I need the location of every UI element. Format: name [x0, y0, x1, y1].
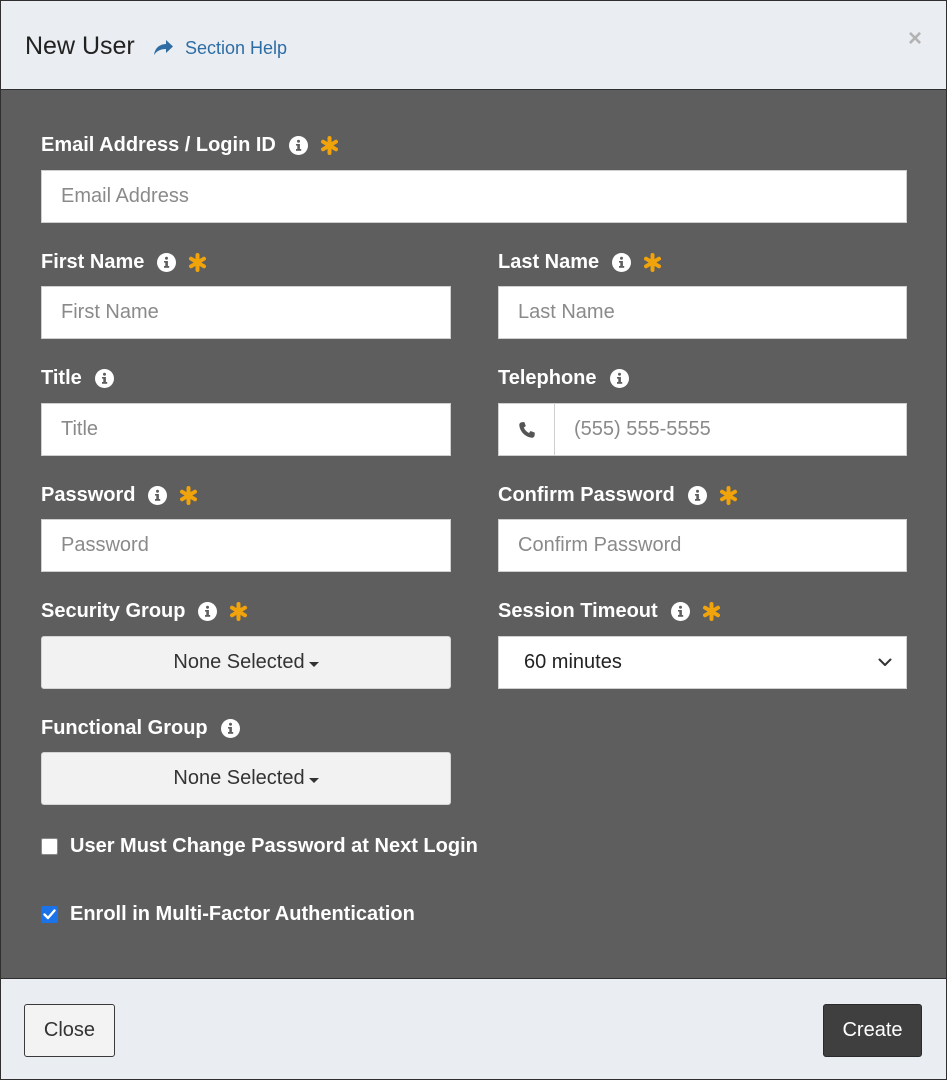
- enroll-mfa-checkbox-row[interactable]: [41, 903, 415, 926]
- password-placeholder: Password: [61, 534, 149, 556]
- confirm-password-placeholder: Confirm Password: [518, 534, 682, 556]
- info-icon[interactable]: [198, 602, 217, 621]
- section-help-link[interactable]: [153, 37, 287, 59]
- checkmark-icon: [43, 909, 56, 920]
- last-name-input[interactable]: [498, 286, 907, 339]
- telephone-label-text: Telephone: [498, 367, 597, 389]
- info-icon[interactable]: [612, 253, 631, 272]
- title-label: [41, 366, 114, 390]
- asterisk-icon: [320, 136, 339, 155]
- caret-down-icon: [309, 662, 319, 667]
- info-icon[interactable]: [610, 369, 629, 388]
- first-name-placeholder: First Name: [61, 301, 159, 323]
- security-group-value: None Selected: [173, 651, 305, 673]
- session-timeout-value: 60 minutes: [524, 651, 622, 673]
- telephone-placeholder: (555) 555-5555: [574, 418, 711, 440]
- create-button[interactable]: Create: [823, 1004, 922, 1057]
- close-icon[interactable]: ×: [907, 25, 922, 52]
- session-timeout-label: [498, 599, 721, 623]
- confirm-password-label: [498, 483, 738, 507]
- enroll-mfa-label: Enroll in Multi-Factor Authentication: [70, 903, 415, 925]
- confirm-password-input[interactable]: [498, 519, 907, 572]
- security-group-label: [41, 599, 248, 623]
- email-label: [41, 133, 339, 157]
- email-placeholder: Email Address: [61, 185, 189, 207]
- must-change-password-label: User Must Change Password at Next Login: [70, 835, 478, 857]
- close-button[interactable]: Close: [24, 1004, 115, 1057]
- title-label-text: Title: [41, 367, 82, 389]
- caret-down-icon: [309, 778, 319, 783]
- enroll-mfa-checkbox[interactable]: [41, 906, 58, 923]
- telephone-label: [498, 366, 629, 390]
- last-name-placeholder: Last Name: [518, 301, 615, 323]
- email-label-text: Email Address / Login ID: [41, 134, 276, 156]
- functional-group-label-text: Functional Group: [41, 717, 208, 739]
- info-icon[interactable]: [95, 369, 114, 388]
- info-icon[interactable]: [289, 136, 308, 155]
- asterisk-icon: [702, 602, 721, 621]
- first-name-input[interactable]: [41, 286, 451, 339]
- asterisk-icon: [643, 253, 662, 272]
- asterisk-icon: [719, 486, 738, 505]
- asterisk-icon: [229, 602, 248, 621]
- info-icon[interactable]: [157, 253, 176, 272]
- functional-group-label: [41, 716, 240, 740]
- functional-group-value: None Selected: [173, 767, 305, 789]
- session-timeout-select[interactable]: [498, 636, 907, 689]
- security-group-dropdown[interactable]: [41, 636, 451, 689]
- title-input[interactable]: [41, 403, 451, 456]
- confirm-password-label-text: Confirm Password: [498, 484, 675, 506]
- telephone-input[interactable]: [498, 403, 907, 456]
- phone-icon: [499, 404, 555, 455]
- title-placeholder: Title: [61, 418, 99, 440]
- session-timeout-label-text: Session Timeout: [498, 600, 658, 622]
- first-name-label: [41, 250, 207, 274]
- info-icon[interactable]: [221, 719, 240, 738]
- chevron-down-icon: [878, 658, 892, 667]
- email-input[interactable]: [41, 170, 907, 223]
- section-help-label: Section Help: [185, 38, 288, 58]
- must-change-password-checkbox-row[interactable]: [41, 835, 478, 858]
- password-input[interactable]: [41, 519, 451, 572]
- last-name-label-text: Last Name: [498, 251, 600, 273]
- modal-title: New User: [25, 32, 135, 60]
- share-arrow-icon: [153, 39, 185, 57]
- asterisk-icon: [179, 486, 198, 505]
- last-name-label: [498, 250, 662, 274]
- first-name-label-text: First Name: [41, 251, 145, 273]
- info-icon[interactable]: [671, 602, 690, 621]
- password-label: [41, 483, 198, 507]
- functional-group-dropdown[interactable]: [41, 752, 451, 805]
- info-icon[interactable]: [148, 486, 167, 505]
- asterisk-icon: [188, 253, 207, 272]
- info-icon[interactable]: [688, 486, 707, 505]
- password-label-text: Password: [41, 484, 136, 506]
- security-group-label-text: Security Group: [41, 600, 186, 622]
- must-change-password-checkbox[interactable]: [41, 838, 58, 855]
- modal-header: [1, 1, 946, 90]
- modal-footer: [1, 978, 946, 1079]
